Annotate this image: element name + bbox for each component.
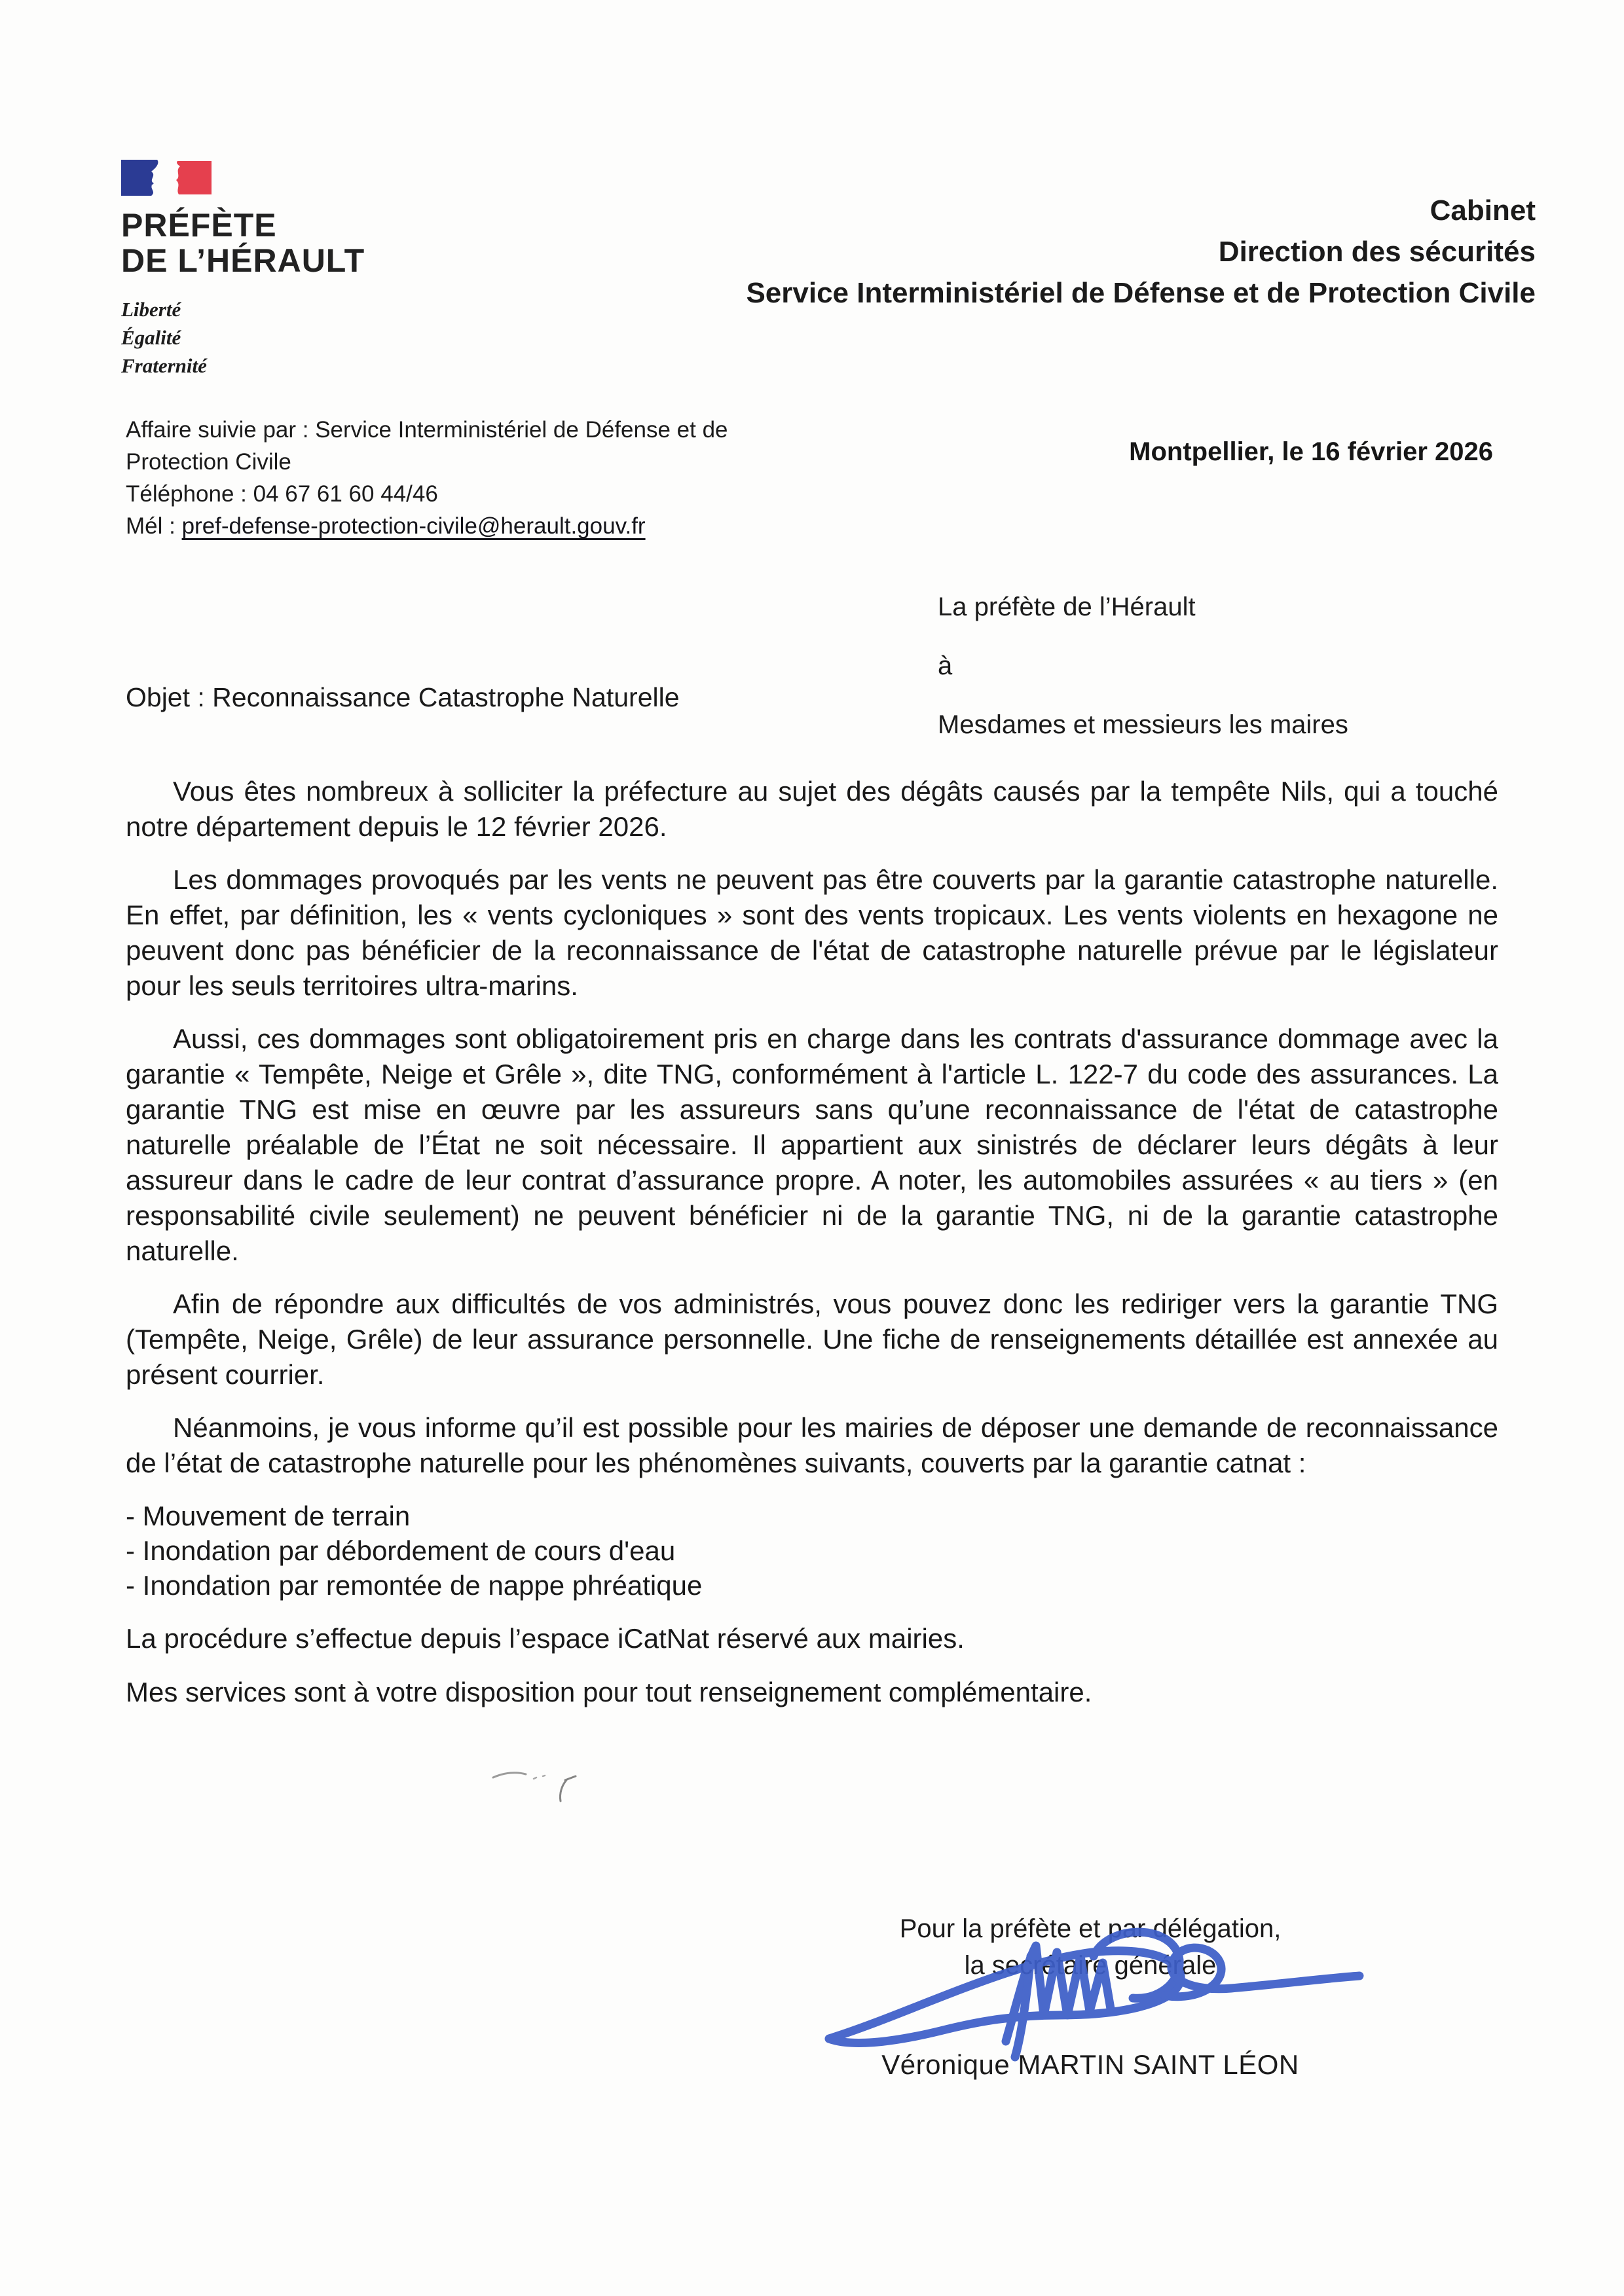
service-line-cabinet: Cabinet: [1430, 194, 1536, 227]
body-paragraph-4: Afin de répondre aux difficultés de vos administrés, vous pouvez donc les rediriger vers la garantie TNG (Tempête, Neige, Grêle) de leur assurance personnelle. Une fiche de renseignements détaillée est annexée au présent courrier.: [126, 1288, 1498, 1390]
prefecture-logo-block: [121, 159, 488, 380]
service-line-sidpc: Service Interministériel de Défense et de Protection Civile: [746, 277, 1536, 309]
signatory-name: Véronique MARTIN SAINT LÉON: [881, 2049, 1299, 2080]
contact-followed-by-line2: Protection Civile: [126, 449, 291, 475]
issuing-service-header: [488, 190, 1536, 314]
pencil-mark-artifact: [488, 1763, 612, 1809]
body-paragraph-closing: Mes services sont à votre disposition pour tout renseignement complémentaire.: [126, 1677, 1092, 1707]
catnat-list-item-3: - Inondation par remontée de nappe phréatique: [126, 1570, 703, 1601]
catnat-list-item-1: - Mouvement de terrain: [126, 1501, 411, 1531]
contact-block: [126, 414, 849, 542]
contact-email-line: [126, 510, 849, 542]
delegation-line: Pour la préfète et par délégation,: [899, 1914, 1282, 1943]
sender-title: La préfète de l’Hérault: [938, 592, 1196, 621]
signature-block: [776, 1910, 1405, 2083]
addressee-block: [938, 592, 1527, 769]
place-and-date: Montpellier, le 16 février 2026: [1129, 437, 1493, 466]
body-paragraph-1: Vous êtes nombreux à solliciter la préfecture au sujet des dégâts causés par la tempête Nils, qui a touché notre département depuis le 12 février 2026.: [126, 776, 1498, 842]
contact-phone: Téléphone : 04 67 61 60 44/46: [126, 481, 438, 507]
email-link[interactable]: pref-defense-protection-civile@herault.gouv.fr: [181, 513, 646, 539]
contact-followed-by-line1: Affaire suivie par : Service Interministériel de Défense et de: [126, 417, 728, 443]
body-paragraph-procedure: La procédure s’effectue depuis l’espace iCatNat réservé aux mairies.: [126, 1623, 965, 1654]
prefecture-name: [121, 208, 488, 278]
republic-motto: [121, 295, 488, 380]
subject-line: Objet : Reconnaissance Catastrophe Naturelle: [126, 682, 680, 712]
prefecture-name-line1: PRÉFÈTE: [121, 207, 277, 244]
addressee-preposition: à: [938, 651, 953, 680]
motto-fraternite: Fraternité: [121, 354, 207, 377]
email-label: Mél :: [126, 513, 182, 539]
letter-body: [126, 774, 1498, 1710]
addressee-recipients: Mesdames et messieurs les maires: [938, 710, 1348, 739]
service-line-direction: Direction des sécurités: [1218, 236, 1536, 268]
body-paragraph-5: Néanmoins, je vous informe qu’il est possible pour les mairies de déposer une demande de reconnaissance de l’état de catastrophe naturelle pour les phénomènes suivants, couverts par la garantie catnat :: [126, 1412, 1498, 1478]
prefecture-name-line2: DE L’HÉRAULT: [121, 242, 365, 279]
motto-egalite: Égalité: [121, 326, 181, 349]
body-paragraph-3: Aussi, ces dommages sont obligatoirement pris en charge dans les contrats d'assurance dommage avec la garantie « Tempête, Neige et Grêle », dite TNG, conformément à l'article L. 122-7 du code des assurances. La garantie TNG est mise en œuvre par les assureurs sans qu’une reconnaissance de l'état de catastrophe naturelle préalable de l’État ne soit nécessaire. Il appartient aux sinistrés de déclarer leurs dégâts à leur assureur dans le cadre de leur contrat d’assurance propre. A noter, les automobiles assurées « au tiers » (en responsabilité civile seulement) ne peuvent bénéficier ni de la garantie TNG, ni de la garantie catastrophe naturelle.: [126, 1023, 1498, 1266]
catnat-list-item-2: - Inondation par débordement de cours d'eau: [126, 1535, 676, 1566]
motto-liberte: Liberté: [121, 298, 181, 321]
french-flag-marianne-icon: [121, 159, 213, 197]
signatory-role: la secrétaire générale: [964, 1951, 1217, 1980]
body-paragraph-2: Les dommages provoqués par les vents ne peuvent pas être couverts par la garantie catastrophe naturelle. En effet, par définition, les « vents cycloniques » sont des vents tropicaux. Les vents violents en hexagone ne peuvent donc pas bénéficier de la reconnaissance de l'état de catastrophe naturelle prévue par le législateur pour les seuls territoires ultra-marins.: [126, 864, 1498, 1001]
